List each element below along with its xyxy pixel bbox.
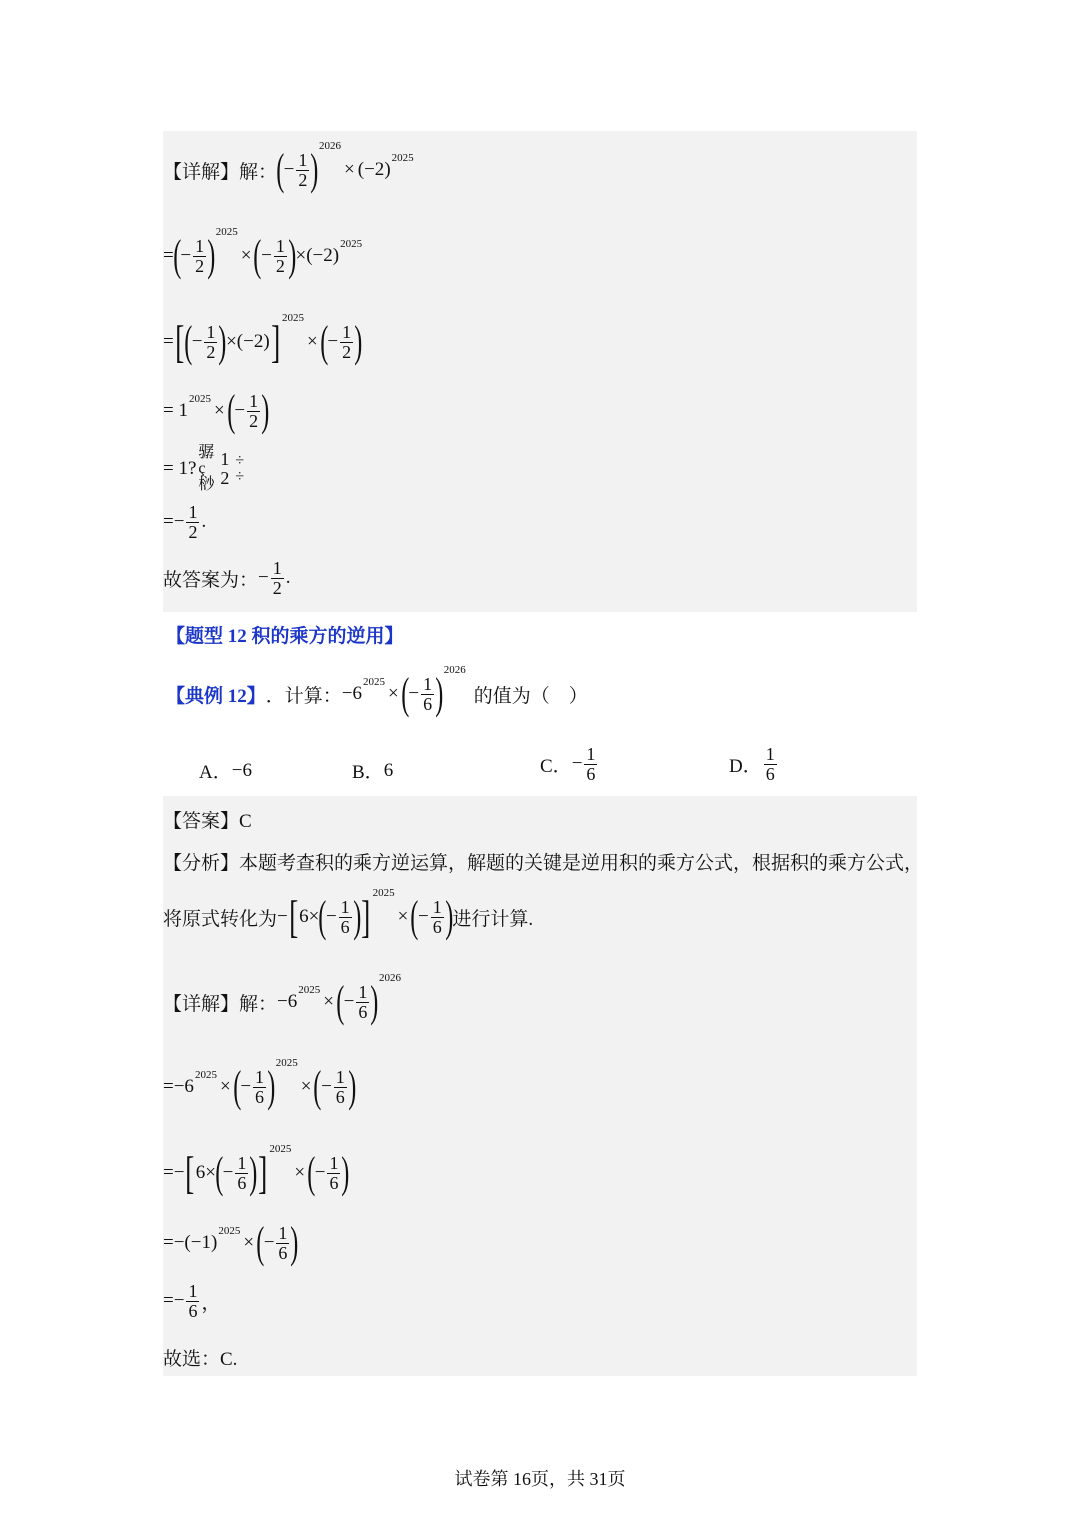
step-line-result: = − $\frac{1}{2}$ .	[163, 502, 207, 542]
option-c[interactable]: C． − $\frac{1}{6}$	[540, 744, 596, 784]
step-line-garbled: = 1? 骣 ç 桫 1 2 ÷ ÷	[163, 444, 245, 493]
section-title: 【题型 12 积的乘方的逆用】	[166, 626, 404, 647]
step-line-5: =− [ 6× ( − $\frac{1}{6}$ ) ] 2025 × ( − $\frac{1}{6}$ )	[163, 1143, 350, 1198]
solution-block-1	[163, 131, 917, 612]
step-line-4: =−6 2025 × ( − $\frac{1}{6}$ ) 2025 × ( − $\frac{1}{6}$ )	[163, 1057, 357, 1111]
example-question: 【典例 12】 ．计算： −6 2025 × ( − $\frac{1}{6}$ ) 2026 的值为（ ）	[166, 664, 588, 718]
option-d[interactable]: D． $\frac{1}{6}$	[729, 744, 775, 784]
detail-line-2: 【详解】解： −6 2025 × ( − $\frac{1}{6}$ ) 2026	[163, 972, 401, 1026]
step-line-1: = ( − $\frac{1}{2}$ ) 2025 × ( − $\frac{1}{2}$ ) × ( −2 ) 2025	[163, 226, 363, 280]
step-line-7: =− $\frac{1}{6}$ ，	[163, 1281, 221, 1321]
page-footer: 试卷第 16页，共 31页	[454, 1469, 626, 1489]
answer-line: 【答案】C	[163, 811, 252, 832]
analysis-line: 【分析】本题考查积的乘方逆运算，解题的关键是逆用积的乘方公式，根据积的乘方公式，	[163, 853, 924, 874]
solution-block-2	[163, 796, 924, 1376]
step-line-2: = [ ( − $\frac{1}{2}$ ) × ( −2 ) ] 2025 × ( − $\frac{1}{2}$ )	[163, 312, 363, 367]
option-b[interactable]: B． 6	[352, 759, 394, 783]
example-label: 【典例 12】	[166, 685, 266, 707]
detail-label: 【详解】解：	[163, 161, 278, 183]
step-line-3: = 1 2025 × ( − $\frac{1}{2}$ )	[163, 386, 270, 435]
answer-line-1: 故答案为： − $\frac{1}{2}$ .	[163, 558, 291, 598]
detail-line-1: 【详解】解： ( − $\frac{1}{2}$ ) 2026 × ( −2 ) 2025	[163, 140, 414, 194]
garbled-glyph-stack: 骣 ç 桫	[198, 444, 215, 493]
convert-line: 将原式转化为 − [ 6× ( − $\frac{1}{6}$ ) ] 2025 × ( − $\frac{1}{6}$ ) 进行计算.	[163, 887, 534, 942]
step-line-6: =−( −1 ) 2025 × ( − $\frac{1}{6}$ )	[163, 1218, 299, 1267]
option-a[interactable]: A． −6	[199, 759, 252, 783]
choice-line: 故选：C.	[163, 1349, 238, 1370]
